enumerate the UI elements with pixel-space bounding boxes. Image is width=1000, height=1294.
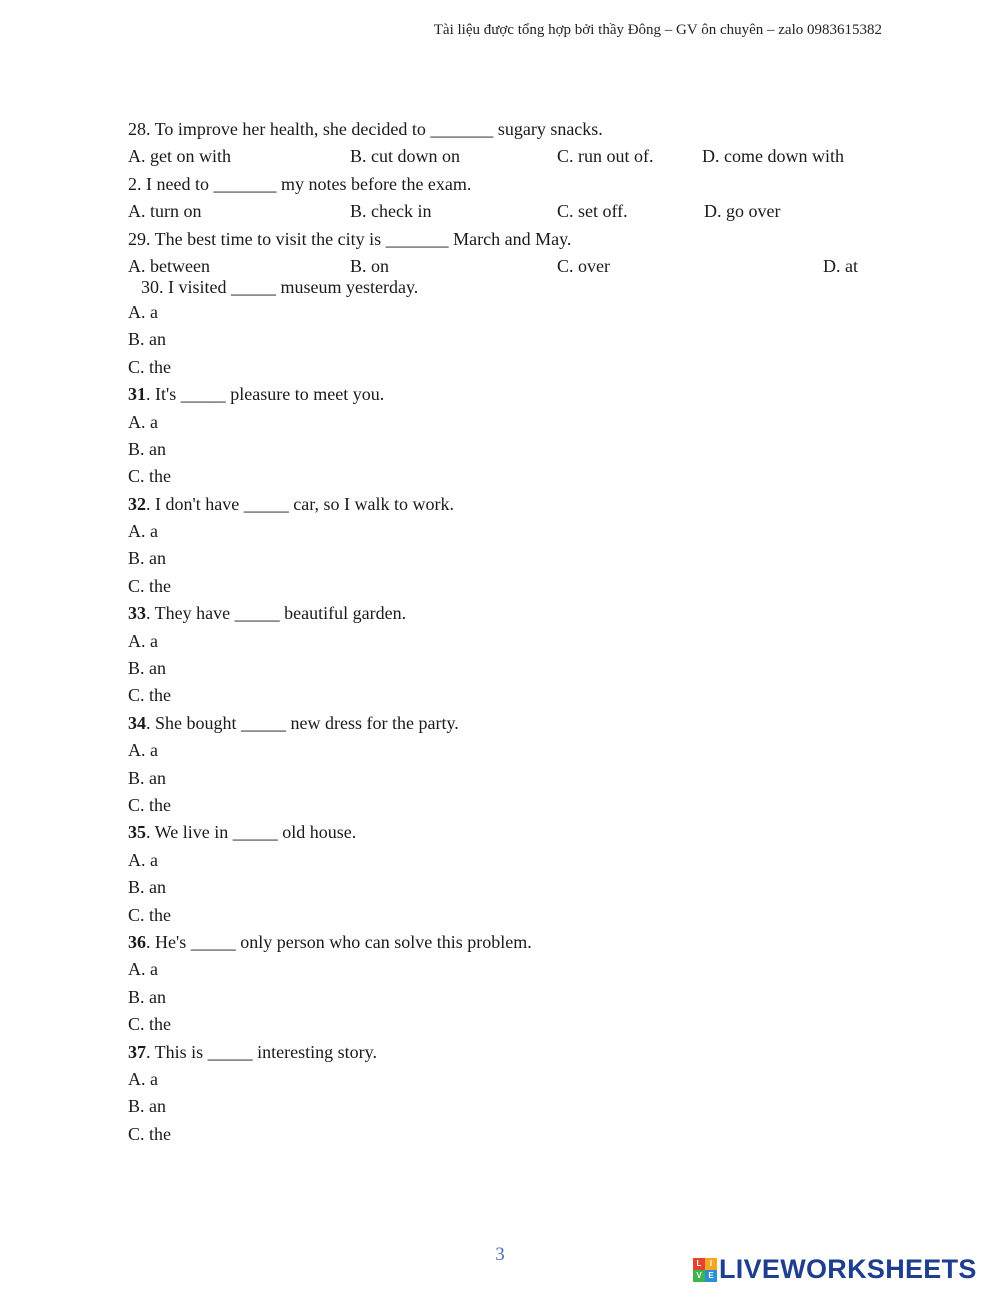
- option-c[interactable]: C. the: [128, 685, 171, 706]
- question-number: 31: [128, 384, 146, 405]
- question-number: 36: [128, 931, 146, 952]
- option-c[interactable]: C. over: [557, 255, 610, 276]
- question-text: . It's _____ pleasure to meet you.: [146, 384, 385, 405]
- option-c[interactable]: C. the: [128, 466, 171, 487]
- option-b[interactable]: B. an: [128, 877, 166, 898]
- page-header: Tài liệu được tổng hợp bởi thầy Đông – GV ôn chuyên – zalo 0983615382: [433, 22, 882, 38]
- option-b[interactable]: B. an: [128, 329, 166, 350]
- question-number: 37: [128, 1041, 146, 1062]
- option-a[interactable]: A. a: [128, 301, 158, 322]
- question-text: . We live in _____ old house.: [146, 822, 357, 843]
- logo-text: LIVEWORKSHEETS: [719, 1254, 977, 1284]
- option-c[interactable]: C. the: [128, 904, 171, 925]
- logo-mark-letter: V: [693, 1270, 705, 1282]
- question-text: . He's _____ only person who can solve this problem.: [146, 931, 532, 952]
- question-29: 29. The best time to visit the city is _______ March and May.: [128, 228, 572, 249]
- question-34: [128, 710, 888, 737]
- logo-mark-letter: E: [705, 1270, 717, 1282]
- option-a[interactable]: A. a: [128, 849, 158, 870]
- option-c[interactable]: C. set off.: [557, 201, 628, 222]
- option-a[interactable]: A. a: [128, 959, 158, 980]
- option-b[interactable]: B. an: [128, 1096, 166, 1117]
- option-c[interactable]: C. the: [128, 1123, 171, 1144]
- option-b[interactable]: B. cut down on: [350, 146, 460, 167]
- page-number: 3: [495, 1244, 505, 1265]
- question-text: . She bought _____ new dress for the party.: [146, 712, 459, 733]
- question-28: 28. To improve her health, she decided to _______ sugary snacks.: [128, 119, 603, 139]
- option-d[interactable]: D. come down with: [702, 146, 844, 167]
- option-b[interactable]: B. an: [128, 986, 166, 1007]
- option-b[interactable]: B. an: [128, 548, 166, 569]
- liveworksheets-logo: [693, 1254, 977, 1285]
- option-c[interactable]: C. the: [128, 575, 171, 596]
- question-37: [128, 1039, 888, 1066]
- question-28-options: [128, 143, 888, 170]
- option-b[interactable]: B. an: [128, 438, 166, 459]
- question-35: [128, 819, 888, 846]
- option-c[interactable]: C. the: [128, 1014, 171, 1035]
- question-number: 34: [128, 712, 146, 733]
- logo-mark-icon: [693, 1258, 717, 1282]
- option-b[interactable]: B. an: [128, 767, 166, 788]
- option-a[interactable]: A. a: [128, 411, 158, 432]
- option-a[interactable]: A. between: [128, 255, 210, 276]
- option-d[interactable]: D. at: [823, 255, 858, 276]
- option-a[interactable]: A. a: [128, 740, 158, 761]
- option-a[interactable]: A. turn on: [128, 201, 202, 222]
- logo-mark-letter: L: [693, 1258, 705, 1270]
- option-c[interactable]: C. run out of.: [557, 146, 654, 167]
- question-list: [128, 381, 888, 1148]
- question-31: [128, 381, 888, 408]
- worksheet-content: [128, 116, 888, 1148]
- question-2-options: [128, 198, 888, 225]
- question-2: 2. I need to _______ my notes before the exam.: [128, 173, 472, 194]
- question-36: [128, 929, 888, 956]
- question-33: [128, 600, 888, 627]
- option-b[interactable]: B. on: [350, 255, 390, 276]
- question-text: . They have _____ beautiful garden.: [146, 603, 407, 624]
- option-b[interactable]: B. an: [128, 658, 166, 679]
- option-a[interactable]: A. a: [128, 1068, 158, 1089]
- logo-mark-letter: I: [705, 1258, 717, 1270]
- question-text: . This is _____ interesting story.: [146, 1041, 377, 1062]
- option-b[interactable]: B. check in: [350, 201, 432, 222]
- option-c[interactable]: C. the: [128, 356, 171, 377]
- option-d[interactable]: D. go over: [704, 201, 781, 222]
- question-number: 35: [128, 822, 146, 843]
- option-a[interactable]: A. a: [128, 630, 158, 651]
- option-a[interactable]: A. get on with: [128, 146, 231, 167]
- question-29-options: [128, 253, 888, 276]
- option-a[interactable]: A. a: [128, 521, 158, 542]
- question-number: 32: [128, 493, 146, 514]
- question-32: [128, 491, 888, 518]
- question-text: . I don't have _____ car, so I walk to work.: [146, 493, 454, 514]
- question-number: 33: [128, 603, 146, 624]
- question-30: 30. I visited _____ museum yesterday.: [141, 276, 419, 297]
- option-c[interactable]: C. the: [128, 794, 171, 815]
